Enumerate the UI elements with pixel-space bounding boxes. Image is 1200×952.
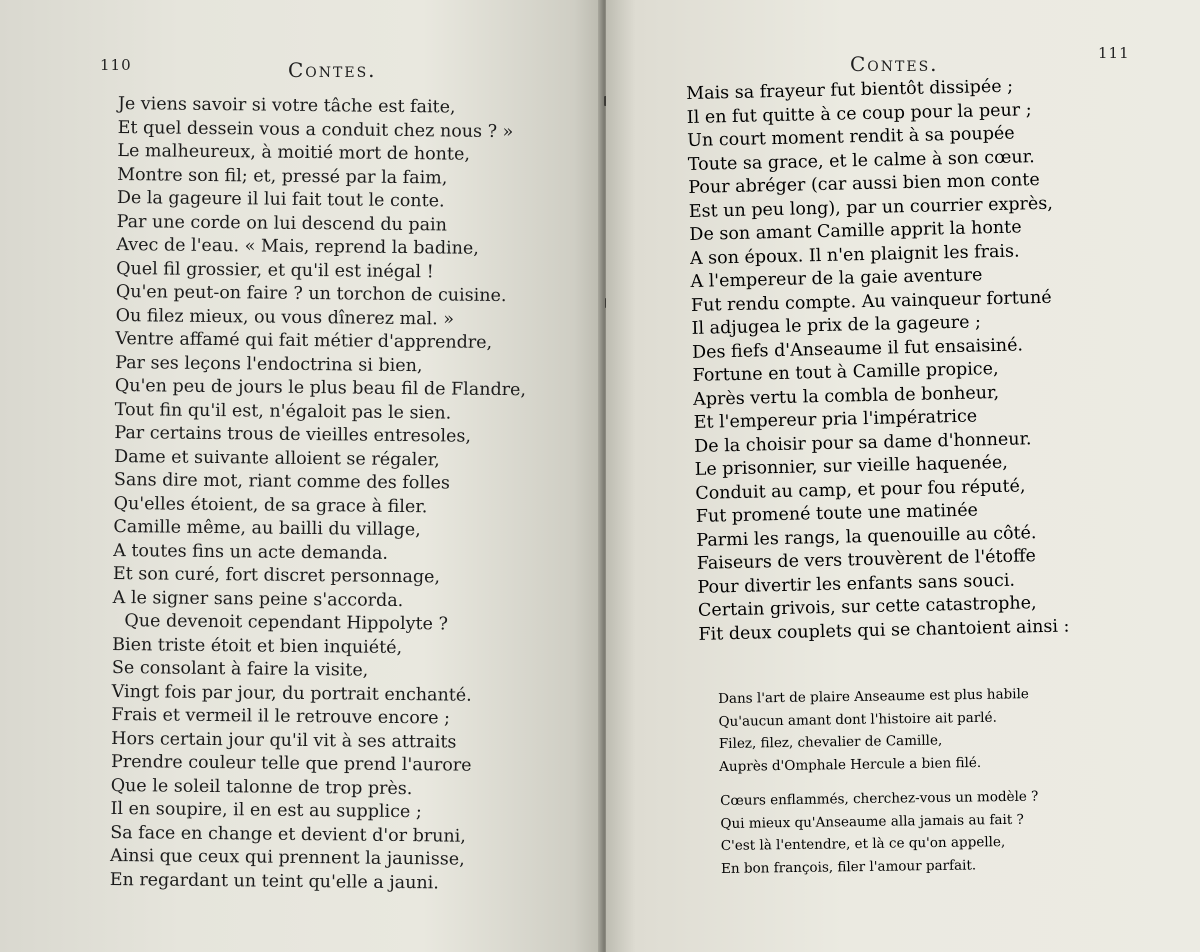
verse-line: Est un peu long), par un courrier exprès,	[688, 193, 1054, 222]
verse-line: Fut rendu compte. Au vainqueur fortuné	[690, 287, 1052, 316]
verse-line: Il adjugea le prix de la gageure ;	[691, 312, 982, 339]
verse-line: Il en fut quitte à ce coup pour la peur ;	[686, 99, 1032, 128]
verse-line: Et l'empereur pria l'impératrice	[693, 406, 978, 433]
verse-line: Fit deux couplets qui se chantoient ainsi :	[698, 615, 1070, 645]
verse-line: Je viens savoir si votre tâche est faite,	[117, 93, 456, 118]
song-line: Dans l'art de plaire Anseaume est plus habile	[718, 686, 1029, 707]
verse-line: De son amant Camille apprit la honte	[689, 217, 1022, 245]
song-line: Qui mieux qu'Anseaume alla jamais au fait ?	[720, 811, 1024, 832]
verse-line: Le malheureux, à moitié mort de honte,	[117, 140, 471, 165]
verse-line: En regardant un teint qu'elle a jauni.	[109, 869, 439, 893]
verse-line: Pour divertir les enfants sans souci.	[697, 570, 1016, 598]
verse-line: Que le soleil talonne de trop près.	[110, 775, 413, 799]
verse-block	[110, 93, 529, 896]
song-verse	[718, 683, 1030, 778]
verse-line: Un court moment rendit à sa poupée	[687, 123, 1015, 151]
verse-line: Montre son fil; et, pressé par la faim,	[117, 164, 448, 188]
verse-line: Prendre couleur telle que prend l'aurore	[110, 751, 472, 776]
song-line: En bon françois, filer l'amour parfait.	[720, 856, 977, 877]
verse-line: Frais et vermeil il le retrouve encore ;	[111, 704, 451, 729]
verse-line: Qu'en peut-on faire ? un torchon de cuisine.	[115, 281, 507, 307]
verse-block	[686, 75, 1070, 647]
verse-line: Par ses leçons l'endoctrina si bien,	[115, 352, 423, 376]
verse-line: Dame et suivante alloient se régaler,	[114, 446, 440, 470]
verse-line: Après vertu la combla de bonheur,	[692, 382, 1000, 410]
verse-line: Ou filez mieux, ou vous dînerez mal. »	[115, 305, 455, 330]
verse-line: Des fiefs d'Anseaume il fut ensaisiné.	[691, 334, 1024, 363]
verse-line: Mais sa frayeur fut bientôt dissipée ;	[686, 76, 1014, 104]
song-line: C'est là l'entendre, et là ce qu'on appelle,	[720, 834, 1006, 854]
verse-line: Qu'elles étoient, de sa grace à filer.	[113, 493, 428, 517]
verse-line: Ventre affamé qui fait métier d'apprendre,	[115, 328, 493, 353]
verse-line: Vingt fois par jour, du portrait enchanté.	[111, 681, 472, 706]
verse-line: Fortune en tout à Camille propice,	[692, 358, 999, 386]
song-verse	[720, 786, 1039, 880]
page-number: 111	[1098, 44, 1130, 62]
verse-line: Bien triste étoit et bien inquiété,	[112, 634, 403, 658]
verse-line: Camille même, au bailli du village,	[113, 516, 421, 541]
verse-line: Que devenoit cependant Hippolyte ?	[124, 611, 449, 635]
song-line: Auprès d'Omphale Hercule a bien filé.	[719, 754, 982, 775]
verse-line: Faiseurs de vers trouvèrent de l'étoffe	[696, 546, 1037, 574]
verse-line: Sa face en change et devient d'or bruni,	[110, 822, 467, 847]
verse-line: Ainsi que ceux qui prennent la jaunisse,	[109, 845, 465, 870]
verse-line: De la choisir pour sa dame d'honneur.	[694, 428, 1032, 457]
verse-line: Par une corde on lui descend du pain	[116, 211, 448, 235]
verse-line: Se consolant à faire la visite,	[111, 657, 369, 681]
verse-line: A l'empereur de la gaie aventure	[690, 265, 983, 292]
verse-line: Quel fil grossier, et qu'il est inégal !	[116, 258, 434, 282]
song-line: Cœurs enflammés, cherchez-vous un modèle ?	[720, 788, 1039, 809]
verse-line: Par certains trous de vieilles entresoles,	[114, 422, 472, 447]
verse-line: Sans dire mot, riant comme des folles	[113, 469, 451, 494]
verse-line: Et son curé, fort discret personnage,	[112, 563, 441, 588]
song-line: Filez, filez, chevalier de Camille,	[718, 732, 943, 752]
verse-line: Le prisonnier, sur vieille haquenée,	[694, 452, 1009, 480]
verse-line: De la gageure il lui fait tout le conte.	[116, 187, 445, 212]
verse-line: Avec de l'eau. « Mais, reprend la badine,	[116, 234, 479, 259]
song-line: Qu'aucun amant dont l'histoire ait parlé.	[718, 709, 997, 730]
verse-line: Il en soupire, il en est au supplice ;	[110, 798, 422, 823]
verse-line: Conduit au camp, et pour fou réputé,	[695, 475, 1026, 504]
verse-line: Fut promené toute une matinée	[695, 500, 979, 527]
running-head: Contes.	[850, 52, 939, 76]
verse-line: Et quel dessein vous a conduit chez nous ? »	[117, 117, 514, 142]
verse-line: Hors certain jour qu'il vit à ses attraits	[111, 728, 457, 753]
verse-line: A le signer sans peine s'accorda.	[112, 587, 404, 611]
verse-line: Tout fin qu'il est, n'égaloit pas le sien.	[114, 399, 452, 424]
page-number: 110	[100, 56, 132, 74]
verse-line: Pour abréger (car aussi bien mon conte	[688, 170, 1040, 198]
verse-line: Parmi les rangs, la quenouille au côté.	[696, 522, 1037, 551]
verse-line: A toutes fins un acte demanda.	[113, 540, 389, 564]
verse-line: Qu'en peu de jours le plus beau fil de Flandre,	[114, 375, 527, 401]
verse-line: A son époux. Il n'en plaignit les frais.	[689, 240, 1020, 269]
running-head: Contes.	[288, 58, 377, 82]
verse-line: Toute sa grace, et le calme à son cœur.	[687, 146, 1035, 175]
verse-line: Certain grivois, sur cette catastrophe,	[697, 593, 1037, 621]
